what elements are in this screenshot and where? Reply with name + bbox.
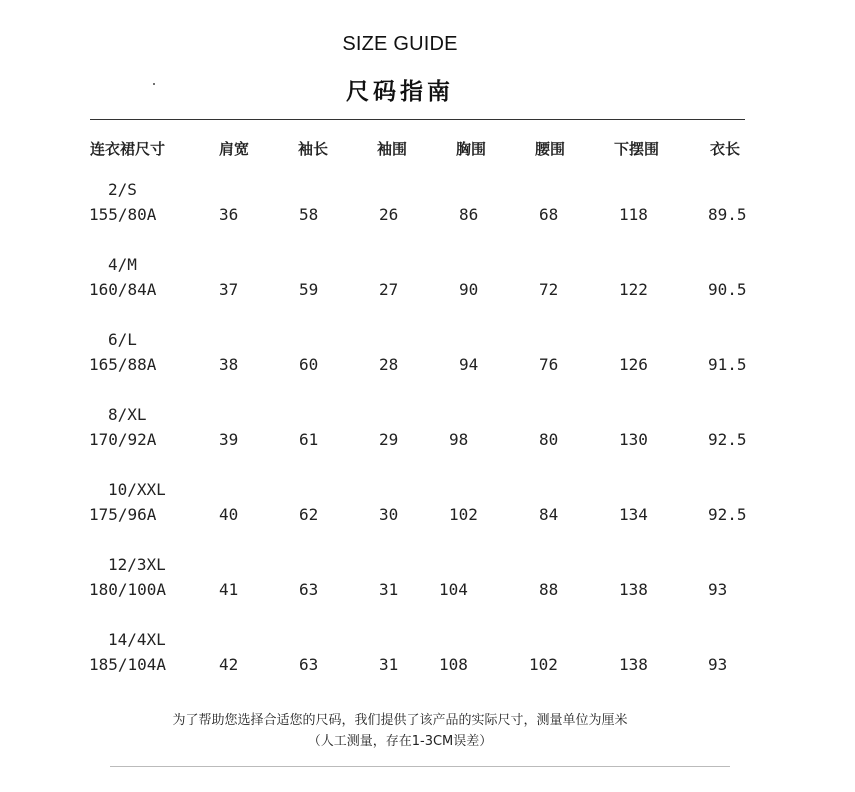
size-label: 12/3XL [108, 555, 166, 574]
size-spec: 180/100A [89, 580, 167, 599]
waist-value: 76 [539, 355, 559, 374]
sleeve-circ-value: 27 [379, 280, 399, 299]
length-value: 92.5 [708, 430, 747, 449]
length-value: 89.5 [708, 205, 747, 224]
header-shoulder-width: 肩宽 [219, 140, 250, 158]
shoulder-value: 36 [219, 205, 239, 224]
shoulder-value: 42 [219, 655, 239, 674]
sleeve-circ-value: 31 [379, 655, 399, 674]
bottom-divider [110, 766, 730, 767]
size-spec: 155/80A [89, 205, 157, 224]
size-label: 8/XL [108, 405, 147, 424]
waist-value: 84 [539, 505, 559, 524]
header-garment-length: 衣长 [710, 140, 741, 158]
header-dress-size: 连衣裙尺寸 [90, 140, 166, 158]
size-spec: 165/88A [89, 355, 157, 374]
bust-value: 98 [449, 430, 469, 449]
size-label: 14/4XL [108, 630, 166, 649]
size-label: 2/S [108, 180, 137, 199]
header-hem-circumference: 下摆围 [614, 140, 660, 158]
measurement-note: 为了帮助您选择合适您的尺码，我们提供了该产品的实际尺寸，测量单位为厘米 [172, 713, 628, 728]
size-spec: 160/84A [89, 280, 157, 299]
header-waist: 腰围 [535, 140, 566, 158]
size-label: 4/M [108, 255, 137, 274]
header-sleeve-circumference: 袖围 [377, 140, 408, 158]
waist-value: 72 [539, 280, 559, 299]
bust-value: 104 [439, 580, 468, 599]
sleeve-length-value: 61 [299, 430, 319, 449]
size-spec: 185/104A [89, 655, 167, 674]
hem-value: 118 [619, 205, 648, 224]
waist-value: 68 [539, 205, 559, 224]
waist-value: 88 [539, 580, 559, 599]
sleeve-circ-value: 31 [379, 580, 399, 599]
hem-value: 134 [619, 505, 648, 524]
hem-value: 130 [619, 430, 648, 449]
length-value: 93 [708, 655, 728, 674]
size-spec: 175/96A [89, 505, 157, 524]
bust-value: 102 [449, 505, 478, 524]
length-value: 93 [708, 580, 728, 599]
waist-value: 102 [529, 655, 558, 674]
length-value: 90.5 [708, 280, 747, 299]
shoulder-value: 39 [219, 430, 239, 449]
size-label: 10/XXL [108, 480, 166, 499]
sleeve-length-value: 60 [299, 355, 319, 374]
hem-value: 126 [619, 355, 648, 374]
sleeve-length-value: 58 [299, 205, 319, 224]
sleeve-circ-value: 29 [379, 430, 399, 449]
header-sleeve-length: 袖长 [298, 140, 329, 158]
length-value: 92.5 [708, 505, 747, 524]
sleeve-length-value: 63 [299, 655, 319, 674]
shoulder-value: 41 [219, 580, 239, 599]
sleeve-length-value: 62 [299, 505, 319, 524]
bust-value: 108 [439, 655, 468, 674]
header-bust: 胸围 [456, 140, 487, 158]
size-label: 6/L [108, 330, 137, 349]
shoulder-value: 38 [219, 355, 239, 374]
hem-value: 138 [619, 655, 648, 674]
sleeve-circ-value: 28 [379, 355, 399, 374]
length-value: 91.5 [708, 355, 747, 374]
top-divider [90, 119, 745, 120]
waist-value: 80 [539, 430, 559, 449]
shoulder-value: 37 [219, 280, 239, 299]
sleeve-length-value: 63 [299, 580, 319, 599]
title-en: SIZE GUIDE [342, 33, 458, 55]
hem-value: 138 [619, 580, 648, 599]
size-spec: 170/92A [89, 430, 157, 449]
hem-value: 122 [619, 280, 648, 299]
shoulder-value: 40 [219, 505, 239, 524]
measurement-error-note: （人工测量，存在1-3CM误差） [307, 734, 493, 749]
bust-value: 86 [459, 205, 479, 224]
bust-value: 90 [459, 280, 479, 299]
sleeve-circ-value: 26 [379, 205, 399, 224]
bust-value: 94 [459, 355, 479, 374]
sleeve-circ-value: 30 [379, 505, 399, 524]
title-cn: 尺码指南 [346, 79, 454, 105]
sleeve-length-value: 59 [299, 280, 319, 299]
